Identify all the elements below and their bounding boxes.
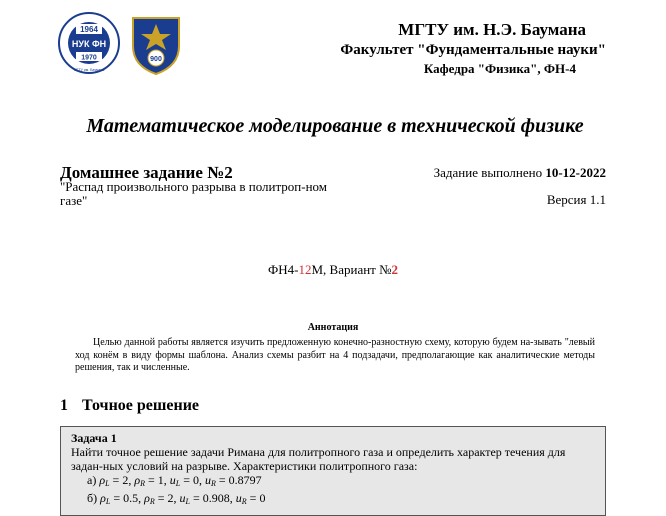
group-variant bbox=[0, 262, 666, 278]
task-title: Задача 1 bbox=[71, 431, 117, 445]
homework-subtitle: "Распад произвольного разрыва в политроп-ном газе" bbox=[60, 179, 328, 208]
item-label: б) bbox=[87, 491, 98, 505]
section-title: Точное решение bbox=[82, 397, 200, 414]
variant-number: 2 bbox=[391, 262, 399, 277]
section-heading bbox=[60, 397, 199, 415]
u-r-value: 0 bbox=[259, 491, 266, 505]
department-name: Кафедра "Физика", ФН-4 bbox=[423, 61, 576, 76]
homework-title: Домашнее задание №2 bbox=[60, 163, 233, 182]
group-number: 12 bbox=[298, 262, 312, 277]
abstract-text: Целью данной работы является изучить предложенную конечно-разностную схему, которую будем на-зывать "левый ход конём в виду формы шаблона. Анализ схемы разбит на 4 подзадачи, предполагающие как аналитические методы решения, так и численные. bbox=[75, 337, 595, 373]
task-item-b: б) $\rho_L = 0.5$, $\rho_R = 2$, $u_L = 0.908$, $u_R = 0$ bbox=[87, 491, 266, 506]
item-label: а) bbox=[87, 473, 97, 487]
logo-year-top: 1964 bbox=[80, 25, 98, 34]
crest-number: 900 bbox=[150, 56, 162, 63]
faculty-name: Факультет "Фундаментальные науки" bbox=[340, 42, 606, 58]
completion-date bbox=[434, 165, 606, 181]
rho-l-value: 2 bbox=[122, 473, 129, 487]
group-prefix: ФН4- bbox=[267, 262, 299, 277]
group-suffix: М, Вариант № bbox=[311, 262, 392, 277]
logo-ring-text: МГТУ им. Баумана bbox=[73, 68, 105, 72]
rho-l-value: 0.5 bbox=[123, 491, 139, 505]
version: Версия 1.1 bbox=[546, 192, 606, 207]
crest-logo bbox=[129, 12, 183, 76]
rho-r-value: 1 bbox=[157, 473, 164, 487]
u-l-value: 0.908 bbox=[202, 491, 230, 505]
section-number: 1 bbox=[60, 397, 68, 414]
rho-r-value: 2 bbox=[167, 491, 174, 505]
completion-date-value: 10-12-2022 bbox=[545, 165, 606, 180]
university-name: МГТУ им. Н.Э. Баумана bbox=[398, 20, 586, 39]
u-l-value: 0 bbox=[193, 473, 199, 487]
logo-label: НУК ФН bbox=[71, 39, 107, 49]
task-text: Найти точное решение задачи Римана для политропного газа и определить характер течения для задан-ных условий на разрыве. Характеристики политропного газа: bbox=[71, 445, 566, 473]
course-title: Математическое моделирование в технической физике bbox=[86, 115, 584, 137]
logo-year-bottom: 1970 bbox=[81, 54, 97, 62]
task-box bbox=[60, 426, 606, 516]
nuk-fn-logo bbox=[58, 12, 120, 74]
abstract-title: Аннотация bbox=[307, 322, 359, 333]
u-r-value: 0.8797 bbox=[228, 473, 262, 487]
completion-label: Задание выполнено bbox=[433, 165, 543, 180]
task-item-a: а) $\rho_L = 2$, $\rho_R = 1$, $u_L = 0$, $u_R = 0.8797$ bbox=[87, 473, 262, 488]
